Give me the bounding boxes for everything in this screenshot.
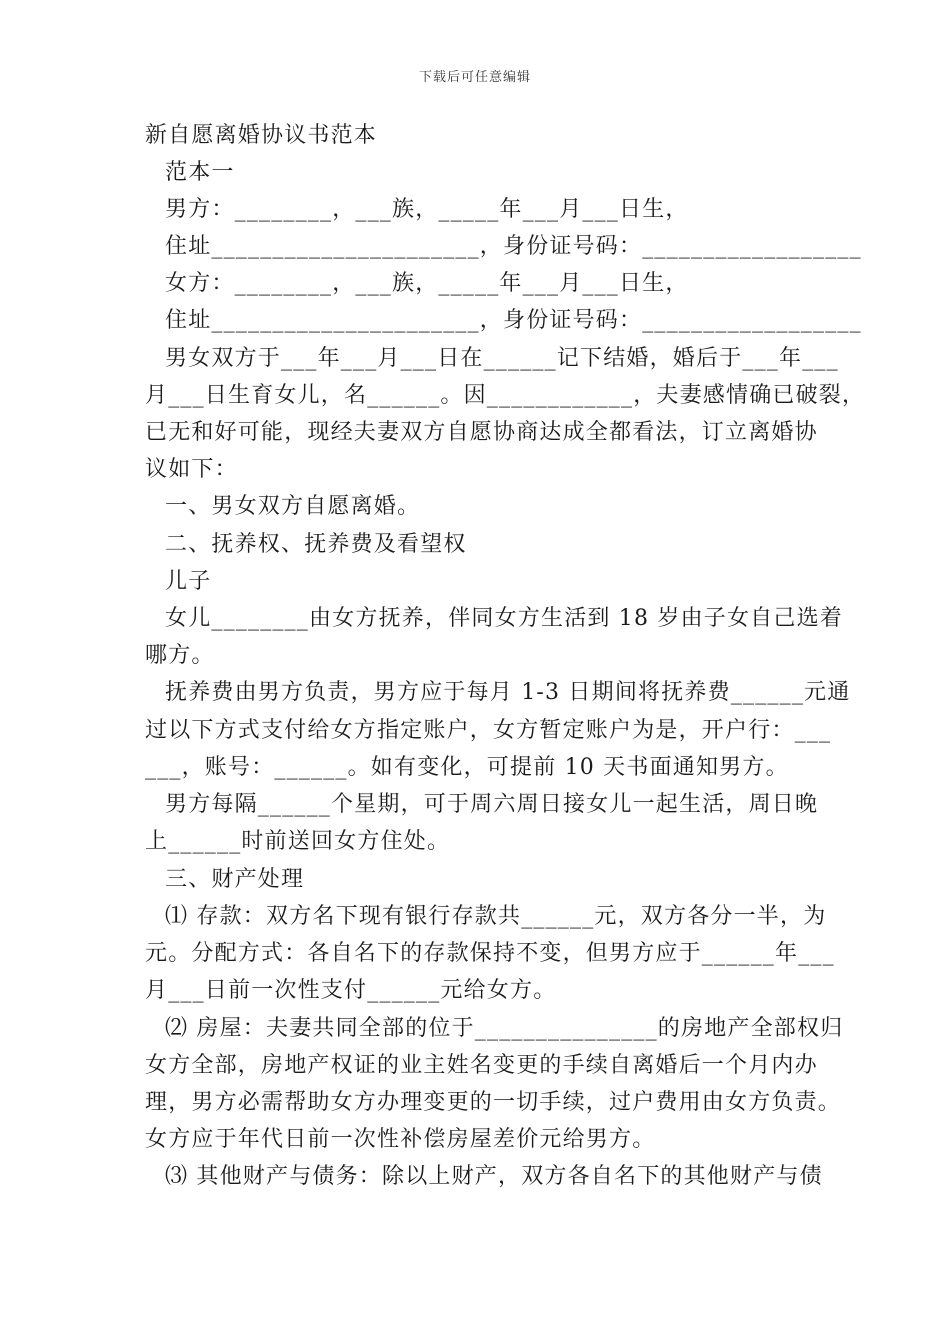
paragraph-line: 月___日生育女儿，名______。因____________，夫妻感情确已破裂， [145, 383, 866, 408]
clause-heading: 一、男女双方自愿离婚。 [165, 494, 421, 519]
paragraph-line: 抚养费由男方负责，男方应于每月 1-3 日期间将抚养费______元通 [165, 680, 851, 705]
paragraph-line: 过以下方式支付给女方指定账户，女方暂定账户为是，开户行：___ [145, 718, 832, 743]
clause-heading: 三、财产处理 [165, 867, 305, 892]
header-note: 下载后可任意编辑 [418, 70, 531, 85]
document-title: 新自愿离婚协议书范本 [145, 123, 378, 148]
clause-heading: 二、抚养权、抚养费及看望权 [165, 532, 467, 557]
male-info-line: 男方：________，___族，_____年___月___日生， [165, 197, 689, 222]
sample-heading: 范本一 [165, 160, 235, 185]
paragraph-line: 男方每隔______个星期，可于周六周日接女儿一起生活，周日晚 [165, 792, 819, 817]
paragraph-line: 议如下： [145, 457, 238, 482]
paragraph-line: 哪方。 [145, 643, 215, 668]
female-info-line: 女方：________，___族，_____年___月___日生， [165, 271, 689, 296]
paragraph-line: 上______时前送回女方住处。 [145, 829, 451, 854]
female-address-line: 住址______________________，身份证号码：__________________ [165, 308, 862, 333]
paragraph-line: 已无和好可能，现经夫妻双方自愿协商达成全都看法，订立离婚协 [145, 420, 818, 445]
paragraph-line: ___，账号：______。如有变化，可提前 10 天书面通知男方。 [145, 755, 789, 780]
paragraph-line: 女方应于年代日前一次性补偿房屋差价元给男方。 [145, 1127, 656, 1152]
paragraph-line: ⑶ 其他财产与债务：除以上财产，双方各自名下的其他财产与债 [165, 1164, 823, 1189]
paragraph-line: 女儿________由女方抚养，伴同女方生活到 18 岁由子女自己选着 [165, 606, 843, 631]
paragraph-line: ⑵ 房屋：夫妻共同全部的位于_______________的房地产全部权归 [165, 1016, 844, 1041]
paragraph-line: 男女双方于___年___月___日在______记下结婚，婚后于___年___ [165, 346, 839, 371]
male-address-line: 住址______________________，身份证号码：__________________ [165, 234, 862, 259]
paragraph-line: 儿子 [165, 569, 212, 594]
paragraph-line: ⑴ 存款：双方名下现有银行存款共______元，双方各分一半，为 [165, 904, 827, 929]
paragraph-line: 元。分配方式：各自名下的存款保持不变，但男方应于______年___ [145, 941, 835, 966]
paragraph-line: 理，男方必需帮助女方办理变更的一切手续，过户费用由女方负责。 [145, 1090, 842, 1115]
paragraph-line: 女方全部，房地产权证的业主姓名变更的手续自离婚后一个月内办 [145, 1053, 818, 1078]
paragraph-line: 月___日前一次性支付______元给女方。 [145, 978, 557, 1003]
